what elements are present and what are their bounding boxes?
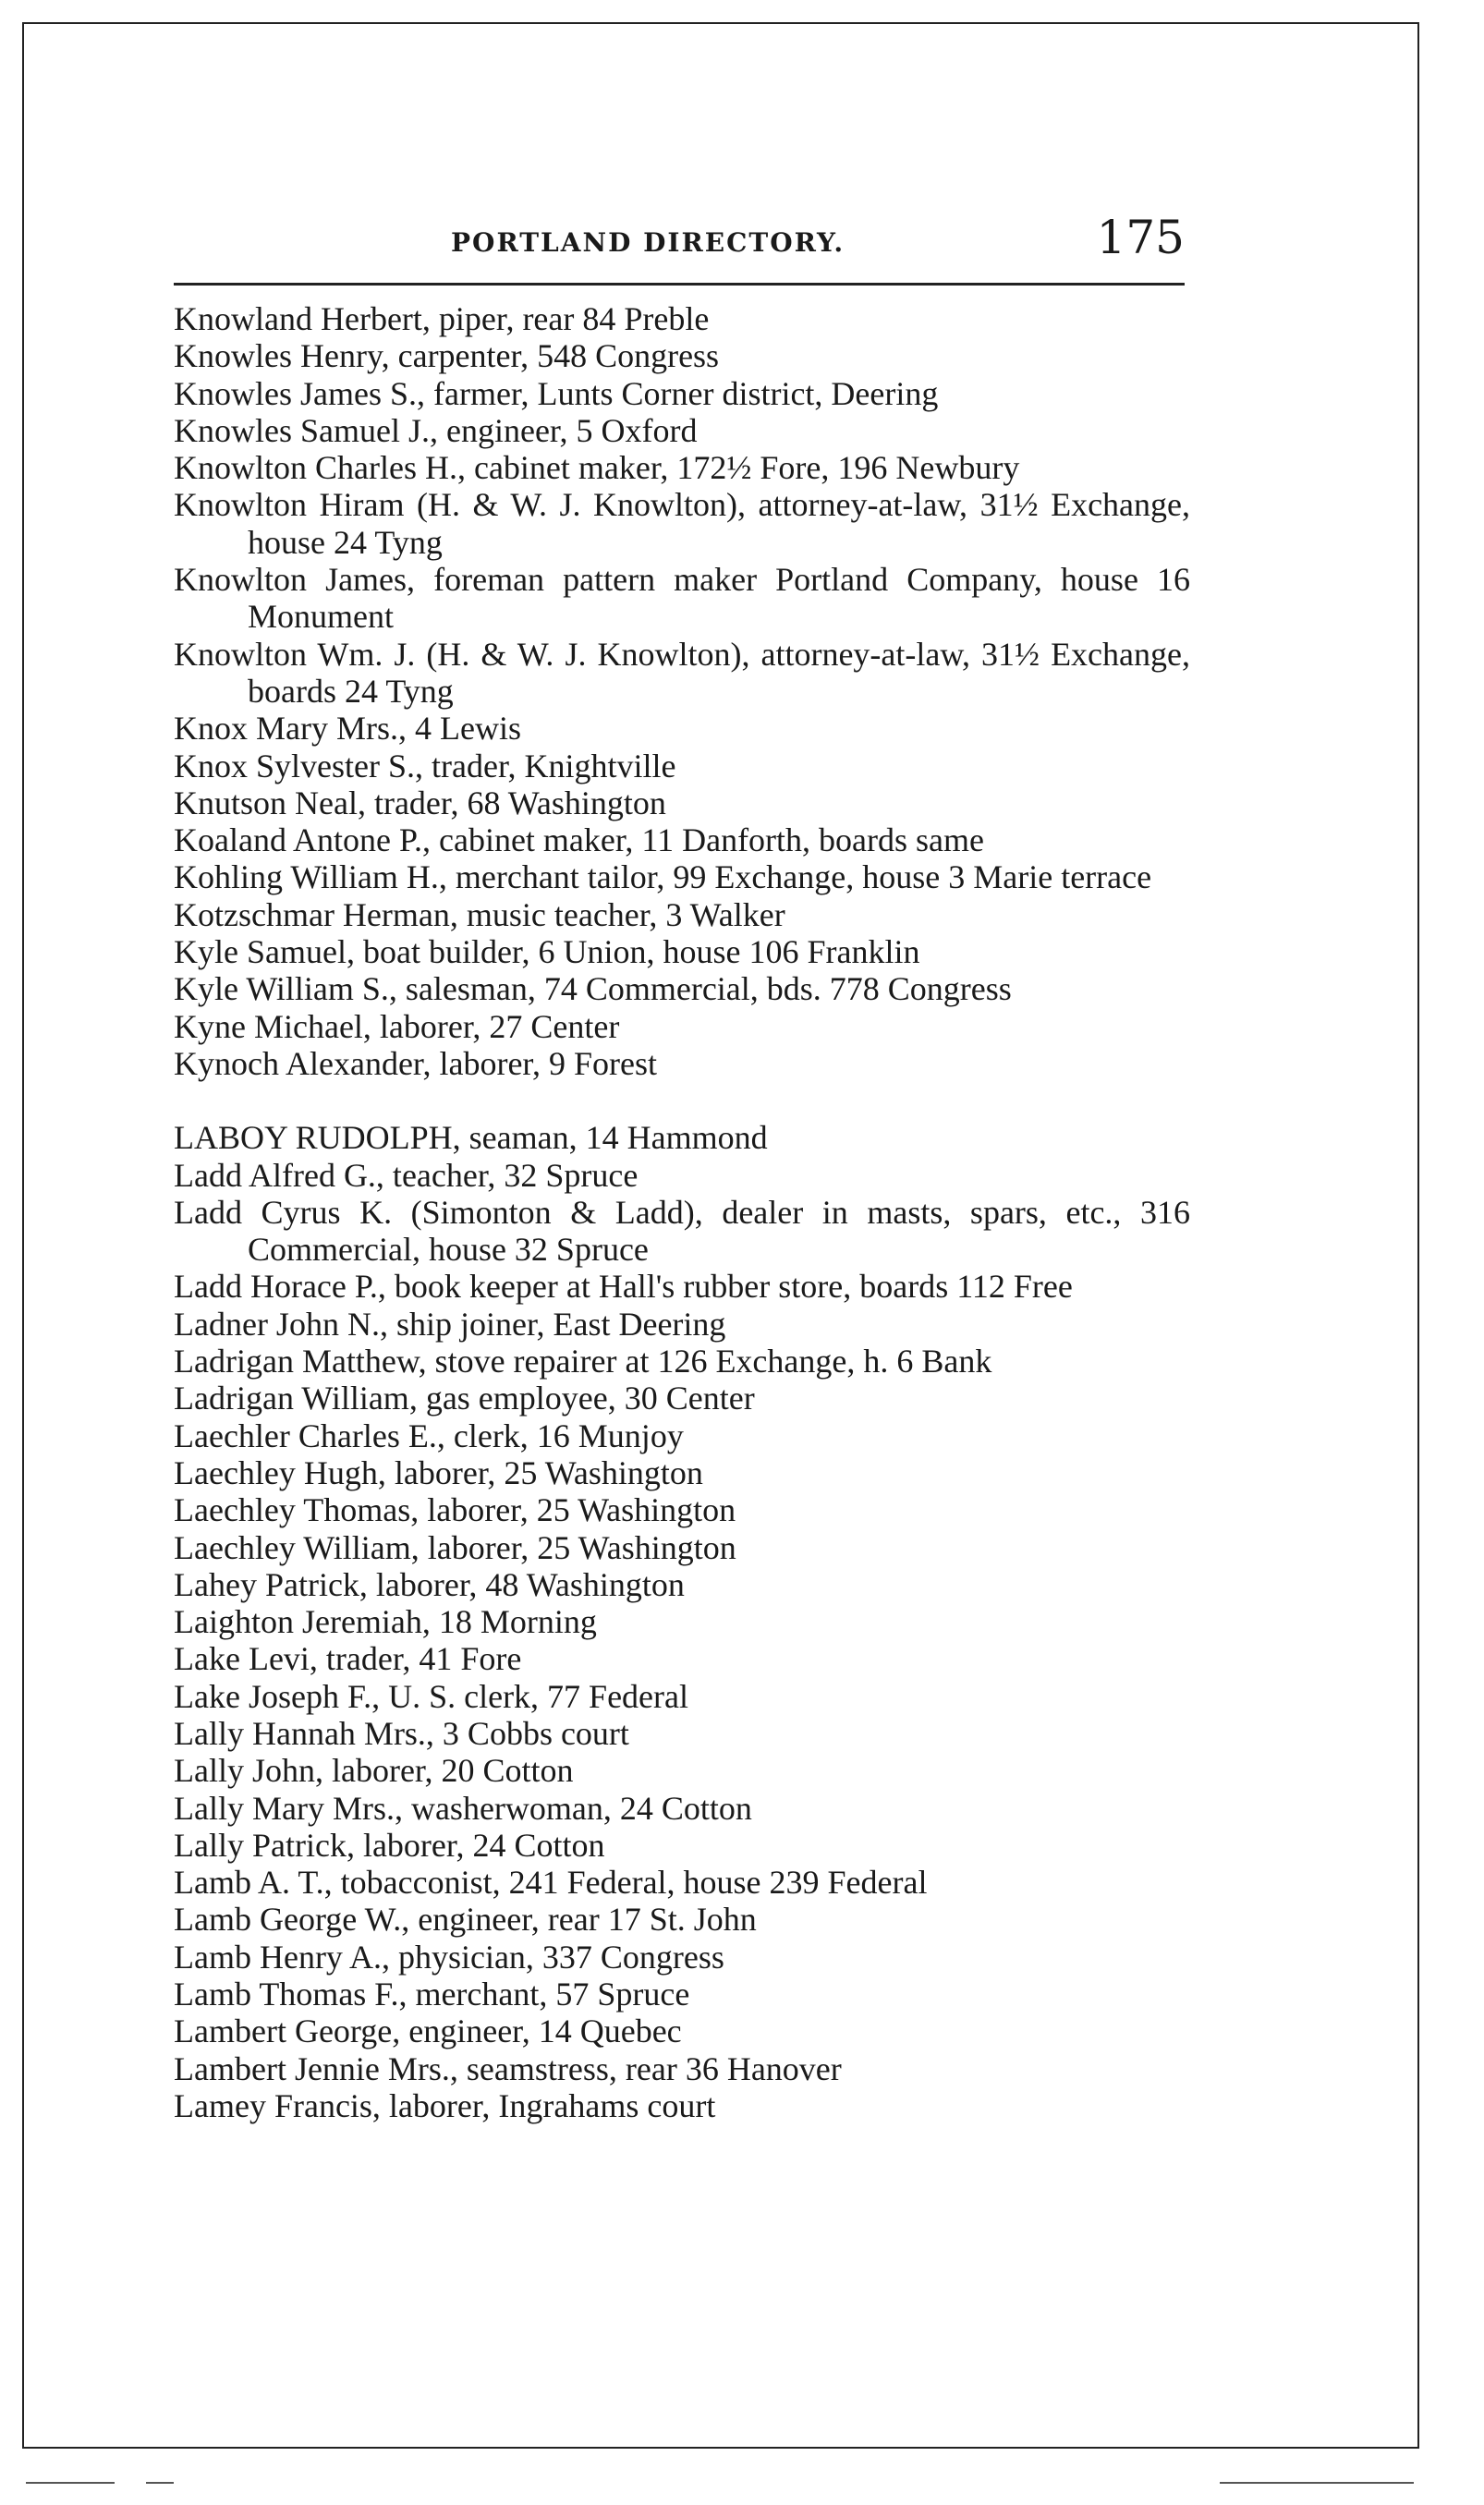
directory-entry: Knowlton James, foreman pattern maker Portland Company, house 16 Monument — [174, 561, 1190, 636]
directory-entry: Lamb George W., engineer, rear 17 St. John — [174, 1901, 757, 1939]
page-title: PORTLAND DIRECTORY. — [451, 227, 845, 258]
directory-entry: Ladrigan Matthew, stove repairer at 126 Exchange, h. 6 Bank — [174, 1343, 992, 1380]
directory-entry: Lally John, laborer, 20 Cotton — [174, 1752, 574, 1790]
directory-entry: Lahey Patrick, laborer, 48 Washington — [174, 1565, 685, 1603]
directory-entry: Knowlton Hiram (H. & W. J. Knowlton), attorney-at-law, 31½ Exchange, house 24 Tyng — [174, 486, 1190, 561]
scan-mark — [1220, 2482, 1414, 2484]
scan-mark — [26, 2482, 115, 2484]
directory-entry: Lambert George, engineer, 14 Quebec — [174, 2013, 682, 2050]
directory-entry: Knowlton Wm. J. (H. & W. J. Knowlton), attorney-at-law, 31½ Exchange, boards 24 Tyng — [174, 635, 1190, 710]
directory-entry: Lamb A. T., tobacconist, 241 Federal, house 239 Federal — [174, 1864, 928, 1902]
directory-entry: Ladd Cyrus K. (Simonton & Ladd), dealer in masts, spars, etc., 316 Commercial, house 32 Spruce — [174, 1193, 1190, 1269]
directory-entry: Laechley Hugh, laborer, 25 Washington — [174, 1453, 703, 1491]
directory-entry: LABOY RUDOLPH, seaman, 14 Hammond — [174, 1119, 768, 1157]
section-gap — [174, 1082, 1190, 1119]
section-k — [174, 300, 1190, 1082]
directory-entry: Knowles Henry, carpenter, 548 Congress — [174, 337, 720, 375]
directory-entry: Kynoch Alexander, laborer, 9 Forest — [174, 1044, 657, 1082]
directory-entry: Lally Hannah Mrs., 3 Cobbs court — [174, 1714, 629, 1752]
directory-entry: Laechley William, laborer, 25 Washington — [174, 1528, 736, 1566]
page-header — [174, 211, 1185, 275]
directory-entry: Ladrigan William, gas employee, 30 Center — [174, 1380, 755, 1417]
directory-entry: Lake Joseph F., U. S. clerk, 77 Federal — [174, 1677, 688, 1715]
directory-entry: Lally Patrick, laborer, 24 Cotton — [174, 1826, 605, 1864]
directory-entry: Lambert Jennie Mrs., seamstress, rear 36 Hanover — [174, 2049, 842, 2087]
directory-entry: Lake Levi, trader, 41 Fore — [174, 1640, 522, 1678]
directory-entry: Lamb Henry A., physician, 337 Congress — [174, 1938, 724, 1976]
directory-entry: Laechley Thomas, laborer, 25 Washington — [174, 1491, 736, 1529]
directory-entry: Knutson Neal, trader, 68 Washington — [174, 784, 666, 821]
directory-entry: Knox Mary Mrs., 4 Lewis — [174, 710, 521, 748]
directory-entry: Ladd Alfred G., teacher, 32 Spruce — [174, 1156, 639, 1194]
directory-entry: Knowles Samuel J., engineer, 5 Oxford — [174, 411, 698, 449]
directory-entry: Kyle Samuel, boat builder, 6 Union, house 106 Franklin — [174, 933, 920, 971]
directory-entry: Kyne Michael, laborer, 27 Center — [174, 1007, 620, 1045]
scan-mark — [146, 2482, 174, 2484]
directory-entry: Kyle William S., salesman, 74 Commercial, bds. 778 Congress — [174, 970, 1012, 1008]
directory-entry: Ladd Horace P., book keeper at Hall's rubber store, boards 112 Free — [174, 1268, 1073, 1306]
directory-entry: Kohling William H., merchant tailor, 99 Exchange, house 3 Marie terrace — [174, 858, 1152, 896]
directory-entry: Ladner John N., ship joiner, East Deering — [174, 1305, 726, 1343]
directory-entry: Knowles James S., farmer, Lunts Corner district, Deering — [174, 374, 939, 412]
directory-entry: Kotzschmar Herman, music teacher, 3 Walker — [174, 895, 785, 933]
directory-entry: Koaland Antone P., cabinet maker, 11 Danforth, boards same — [174, 821, 984, 859]
page-number: 175 — [1096, 211, 1185, 264]
directory-entry: Lamey Francis, laborer, Ingrahams court — [174, 2086, 716, 2124]
directory-entry: Knowland Herbert, piper, rear 84 Preble — [174, 300, 710, 337]
directory-entries — [174, 300, 1190, 2124]
directory-entry: Laechler Charles E., clerk, 16 Munjoy — [174, 1417, 684, 1454]
directory-entry: Laighton Jeremiah, 18 Morning — [174, 1603, 597, 1641]
section-l — [174, 1119, 1190, 2124]
directory-entry: Knowlton Charles H., cabinet maker, 172½ Fore, 196 Newbury — [174, 449, 1020, 487]
directory-entry: Lamb Thomas F., merchant, 57 Spruce — [174, 1976, 690, 2013]
directory-entry: Lally Mary Mrs., washerwoman, 24 Cotton — [174, 1789, 752, 1827]
header-rule — [174, 283, 1185, 286]
directory-entry: Knox Sylvester S., trader, Knightville — [174, 747, 676, 784]
